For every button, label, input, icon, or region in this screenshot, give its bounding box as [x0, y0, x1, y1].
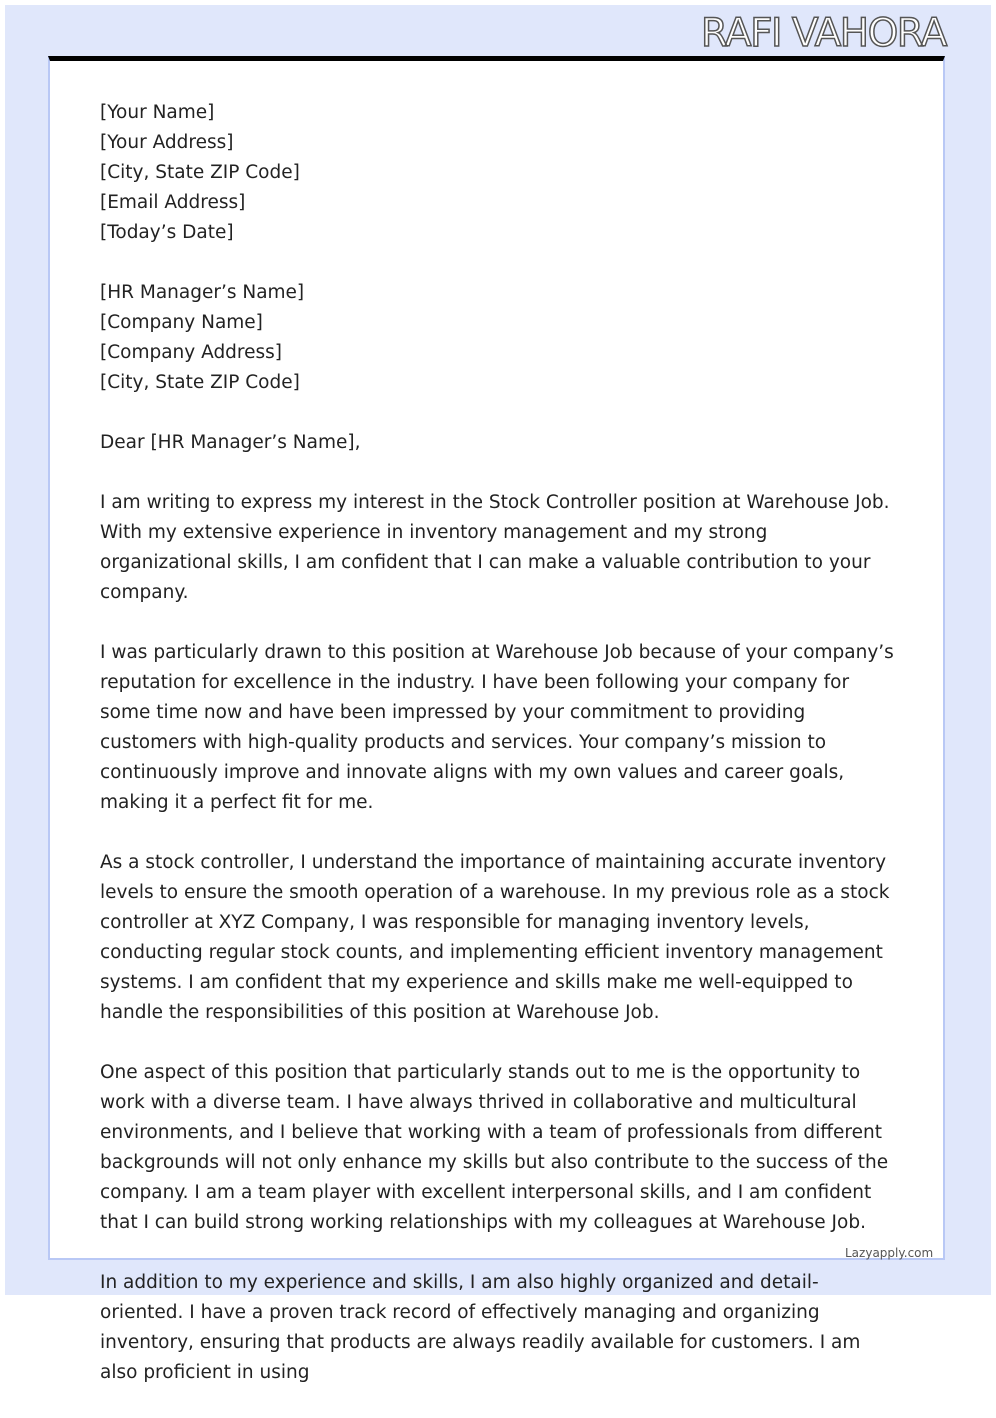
recipient-name: [HR Manager’s Name] [100, 282, 305, 303]
salutation: Dear [HR Manager’s Name], [100, 432, 361, 453]
sender-address-block [100, 98, 900, 248]
recipient-company: [Company Name] [100, 312, 263, 333]
sender-address: [Your Address] [100, 132, 234, 153]
watermark: Lazyapply.com [845, 1246, 934, 1260]
brand-name: RAFI VAHORA [700, 11, 946, 56]
recipient-address: [Company Address] [100, 342, 283, 363]
body-paragraph: One aspect of this position that particularly stands out to me is the opportunity to work with a diverse team. I have always thrived in collaborative and multicultural environments, and I believe that working with a team of professionals from different backgrounds will not only enhance my skills but also contribute to the success of the company. I am a team player with excellent interpersonal skills, and I am confident that I can build strong working relationships with my colleagues at Warehouse Job. [100, 1062, 889, 1233]
cover-letter [100, 98, 900, 1418]
letter-date: [Today’s Date] [100, 222, 234, 243]
body-paragraph: I am writing to express my interest in the Stock Controller position at Warehouse Job. With my extensive experience in inventory management and my strong organizational skills, I am confident that I can make a valuable contribution to your company. [100, 492, 890, 603]
body-paragraph: As a stock controller, I understand the importance of maintaining accurate inventory levels to ensure the smooth operation of a warehouse. In my previous role as a stock controller at XYZ Company, I was responsible for managing inventory levels, conducting regular stock counts, and implementing efficient inventory management systems. I am confident that my experience and skills make me well-equipped to handle the responsibilities of this position at Warehouse Job. [100, 852, 890, 1023]
recipient-city-state-zip: [City, State ZIP Code] [100, 372, 300, 393]
sender-name: [Your Name] [100, 102, 215, 123]
sender-city-state-zip: [City, State ZIP Code] [100, 162, 300, 183]
recipient-address-block [100, 278, 900, 398]
body-paragraph: I was particularly drawn to this position at Warehouse Job because of your company’s reputation for excellence in the industry. I have been following your company for some time now and have been impressed by your commitment to providing customers with high-quality products and services. Your company’s mission to continuously improve and innovate aligns with my own values and career goals, making it a perfect fit for me. [100, 642, 894, 813]
body-paragraph: In addition to my experience and skills, I am also highly organized and detail-oriented. I have a proven track record of effectively managing and organizing inventory, ensuring that products are always readily available for customers. I am also proficient in using [100, 1272, 861, 1383]
sender-email: [Email Address] [100, 192, 246, 213]
